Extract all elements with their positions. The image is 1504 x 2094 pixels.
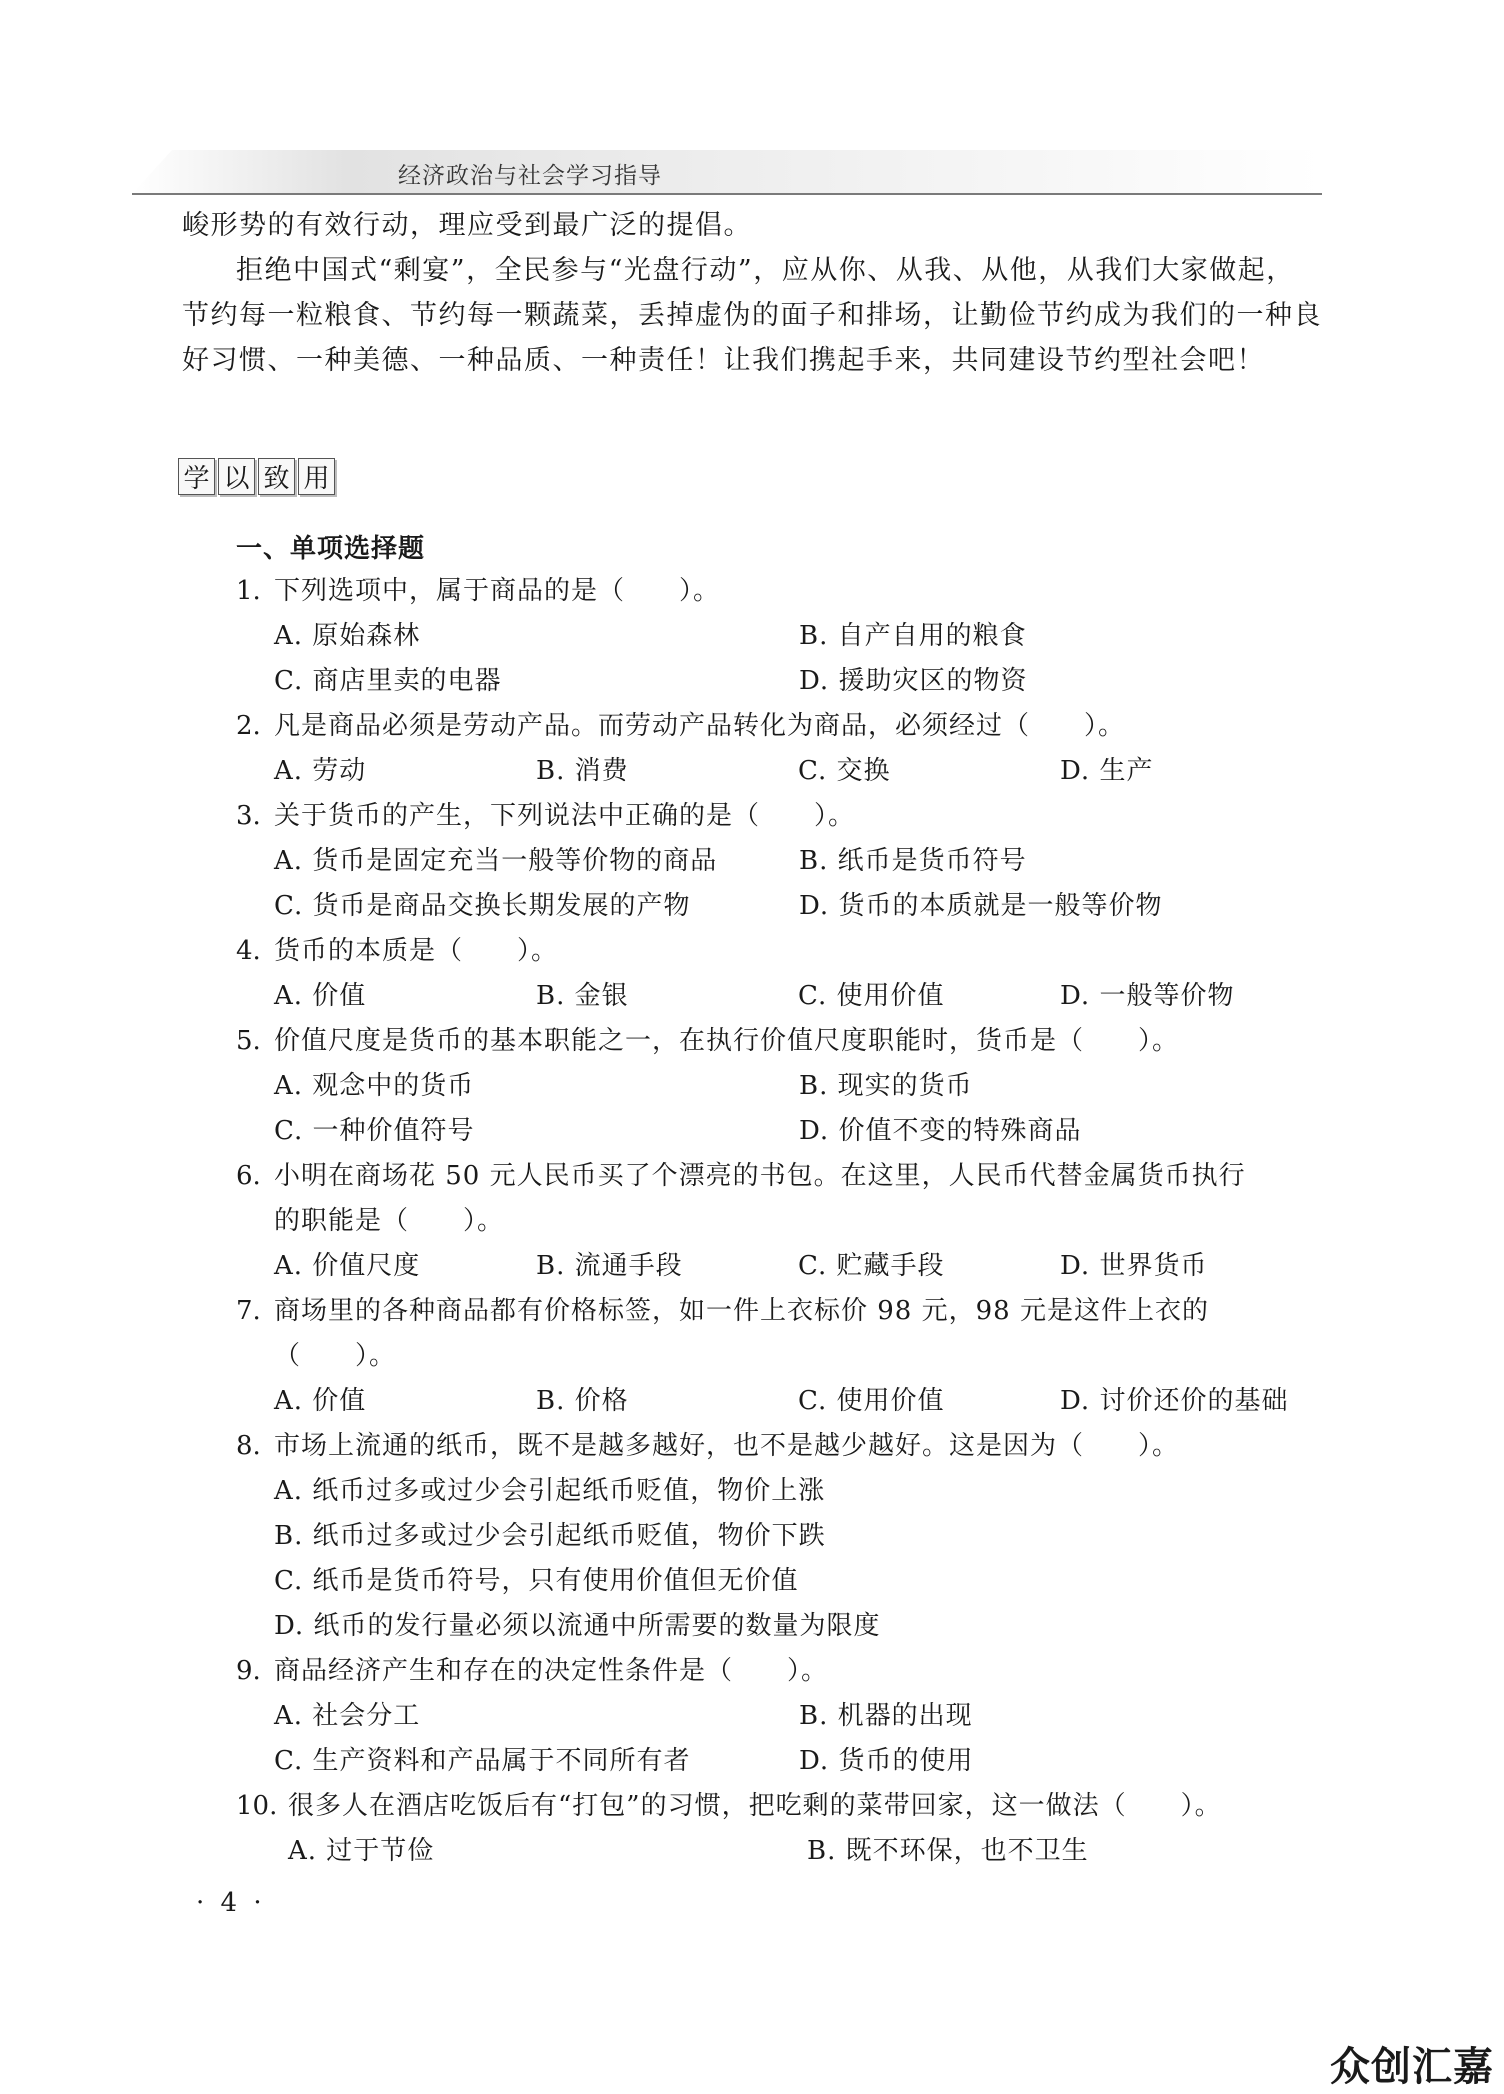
question-text: 凡是商品必须是劳动产品。而劳动产品转化为商品，必须经过（ ）。 <box>274 711 1126 741</box>
option: A. 货币是固定充当一般等价物的商品 <box>274 846 718 876</box>
question-text: 货币的本质是（ ）。 <box>274 936 559 966</box>
question-text: 商品经济产生和存在的决定性条件是（ ）。 <box>274 1656 829 1686</box>
option-row <box>236 614 1326 659</box>
option-row <box>236 884 1326 929</box>
question-stem <box>236 1649 1326 1694</box>
intro-paragraph-2: 拒绝中国式“剩宴”，全民参与“光盘行动”，应从你、从我、从他，从我们大家做起，节约每一粒粮食、节约每一颗蔬菜，丢掉虚伪的面子和排场，让勤俭节约成为我们的一种良好习惯、一种美德、一种品质、一种责任！让我们携起手来，共同建设节约型社会吧！ <box>182 255 1322 376</box>
option: B. 纸币过多或过少会引起纸币贬值，物价下跌 <box>274 1521 826 1551</box>
question-stem <box>236 1154 1326 1199</box>
question-list <box>236 569 1326 1874</box>
option: A. 过于节俭 <box>288 1836 435 1866</box>
option: C. 生产资料和产品属于不同所有者 <box>274 1746 691 1776</box>
option: C. 使用价值 <box>798 1386 945 1416</box>
option-row <box>236 1694 1326 1739</box>
option-row <box>236 1379 1326 1424</box>
question-number: 1. <box>236 576 261 606</box>
option: D. 生产 <box>1060 756 1154 786</box>
question-number: 3. <box>236 801 261 831</box>
watermark-logo: 众创汇嘉 <box>1330 2044 1494 2090</box>
question-stem <box>236 794 1326 839</box>
option: D. 援助灾区的物资 <box>799 666 1028 696</box>
question-stem <box>236 929 1326 974</box>
option: B. 流通手段 <box>536 1251 683 1281</box>
section-char: 致 <box>258 458 295 495</box>
question-number: 6. <box>236 1161 261 1191</box>
question-number: 2. <box>236 711 261 741</box>
option: B. 自产自用的粮食 <box>799 621 1027 651</box>
option: A. 价值 <box>274 1386 367 1416</box>
question-stem <box>236 1784 1326 1829</box>
option: D. 价值不变的特殊商品 <box>799 1116 1082 1146</box>
option: D. 讨价还价的基础 <box>1060 1386 1289 1416</box>
header-rule <box>132 193 1322 195</box>
option: B. 金银 <box>536 981 629 1011</box>
option: D. 一般等价物 <box>1060 981 1235 1011</box>
question-text: 很多人在酒店吃饭后有“打包”的习惯，把吃剩的菜带回家，这一做法（ ）。 <box>288 1791 1222 1821</box>
question-stem <box>236 704 1326 749</box>
option: B. 既不环保，也不卫生 <box>807 1836 1089 1866</box>
section-char: 学 <box>178 458 215 495</box>
option: B. 机器的出现 <box>799 1701 973 1731</box>
question-number: 10. <box>236 1791 278 1821</box>
question-stem <box>236 569 1326 614</box>
option-row <box>236 1469 1326 1514</box>
question-number: 9. <box>236 1656 261 1686</box>
option: C. 纸币是货币符号，只有使用价值但无价值 <box>274 1566 799 1596</box>
option: C. 交换 <box>798 756 891 786</box>
option: A. 社会分工 <box>274 1701 421 1731</box>
option: A. 价值尺度 <box>274 1251 421 1281</box>
section-title-box <box>178 458 335 495</box>
option-row <box>236 1064 1326 1109</box>
running-header-title: 经济政治与社会学习指导 <box>398 163 662 189</box>
question-number: 4. <box>236 936 261 966</box>
option: C. 一种价值符号 <box>274 1116 475 1146</box>
question-number: 8. <box>236 1431 261 1461</box>
page-number: · 4 · <box>196 1888 266 1918</box>
option-row <box>236 659 1326 704</box>
option: B. 纸币是货币符号 <box>799 846 1027 876</box>
option: A. 劳动 <box>274 756 367 786</box>
option: B. 消费 <box>536 756 629 786</box>
question-number: 7. <box>236 1296 261 1326</box>
question-text: 关于货币的产生，下列说法中正确的是（ ）。 <box>274 801 856 831</box>
option-row <box>236 839 1326 884</box>
option-row <box>236 1739 1326 1784</box>
question-text: 小明在商场花 50 元人民币买了个漂亮的书包。在这里，人民币代替金属货币执行 <box>274 1161 1246 1191</box>
option: B. 现实的货币 <box>799 1071 973 1101</box>
option-row <box>236 749 1326 794</box>
option: D. 世界货币 <box>1060 1251 1208 1281</box>
option: D. 货币的使用 <box>799 1746 974 1776</box>
option: B. 价格 <box>536 1386 629 1416</box>
header-band <box>132 150 1322 194</box>
section-char: 以 <box>218 458 255 495</box>
option: A. 纸币过多或过少会引起纸币贬值，物价上涨 <box>274 1476 826 1506</box>
question-text: 市场上流通的纸币，既不是越多越好，也不是越少越好。这是因为（ ）。 <box>274 1431 1180 1461</box>
question-text-continued: （ ）。 <box>274 1341 397 1371</box>
option: A. 观念中的货币 <box>274 1071 475 1101</box>
option: C. 使用价值 <box>798 981 945 1011</box>
section-char: 用 <box>298 458 335 495</box>
intro-paragraph-1: 峻形势的有效行动，理应受到最广泛的提倡。 <box>182 210 752 241</box>
option-row <box>236 1244 1326 1289</box>
question-stem <box>236 1019 1326 1064</box>
question-text: 下列选项中，属于商品的是（ ）。 <box>274 576 721 606</box>
option: A. 原始森林 <box>274 621 421 651</box>
option-row <box>236 1559 1326 1604</box>
option-row <box>236 1604 1326 1649</box>
option: A. 价值 <box>274 981 367 1011</box>
question-text-continued: 的职能是（ ）。 <box>274 1206 505 1236</box>
option-row <box>236 974 1326 1019</box>
question-stem <box>236 1289 1326 1334</box>
option-row <box>236 1109 1326 1154</box>
question-text: 价值尺度是货币的基本职能之一，在执行价值尺度职能时，货币是（ ）。 <box>274 1026 1180 1056</box>
sub-heading: 一、单项选择题 <box>236 534 426 564</box>
option: D. 纸币的发行量必须以流通中所需要的数量为限度 <box>274 1611 881 1641</box>
option: C. 贮藏手段 <box>798 1251 945 1281</box>
option: C. 货币是商品交换长期发展的产物 <box>274 891 691 921</box>
option-row <box>236 1514 1326 1559</box>
question-number: 5. <box>236 1026 261 1056</box>
option: C. 商店里卖的电器 <box>274 666 502 696</box>
question-text: 商场里的各种商品都有价格标签，如一件上衣标价 98 元，98 元是这件上衣的 <box>274 1296 1209 1326</box>
question-stem <box>236 1424 1326 1469</box>
option: D. 货币的本质就是一般等价物 <box>799 891 1163 921</box>
option-row <box>236 1829 1326 1874</box>
